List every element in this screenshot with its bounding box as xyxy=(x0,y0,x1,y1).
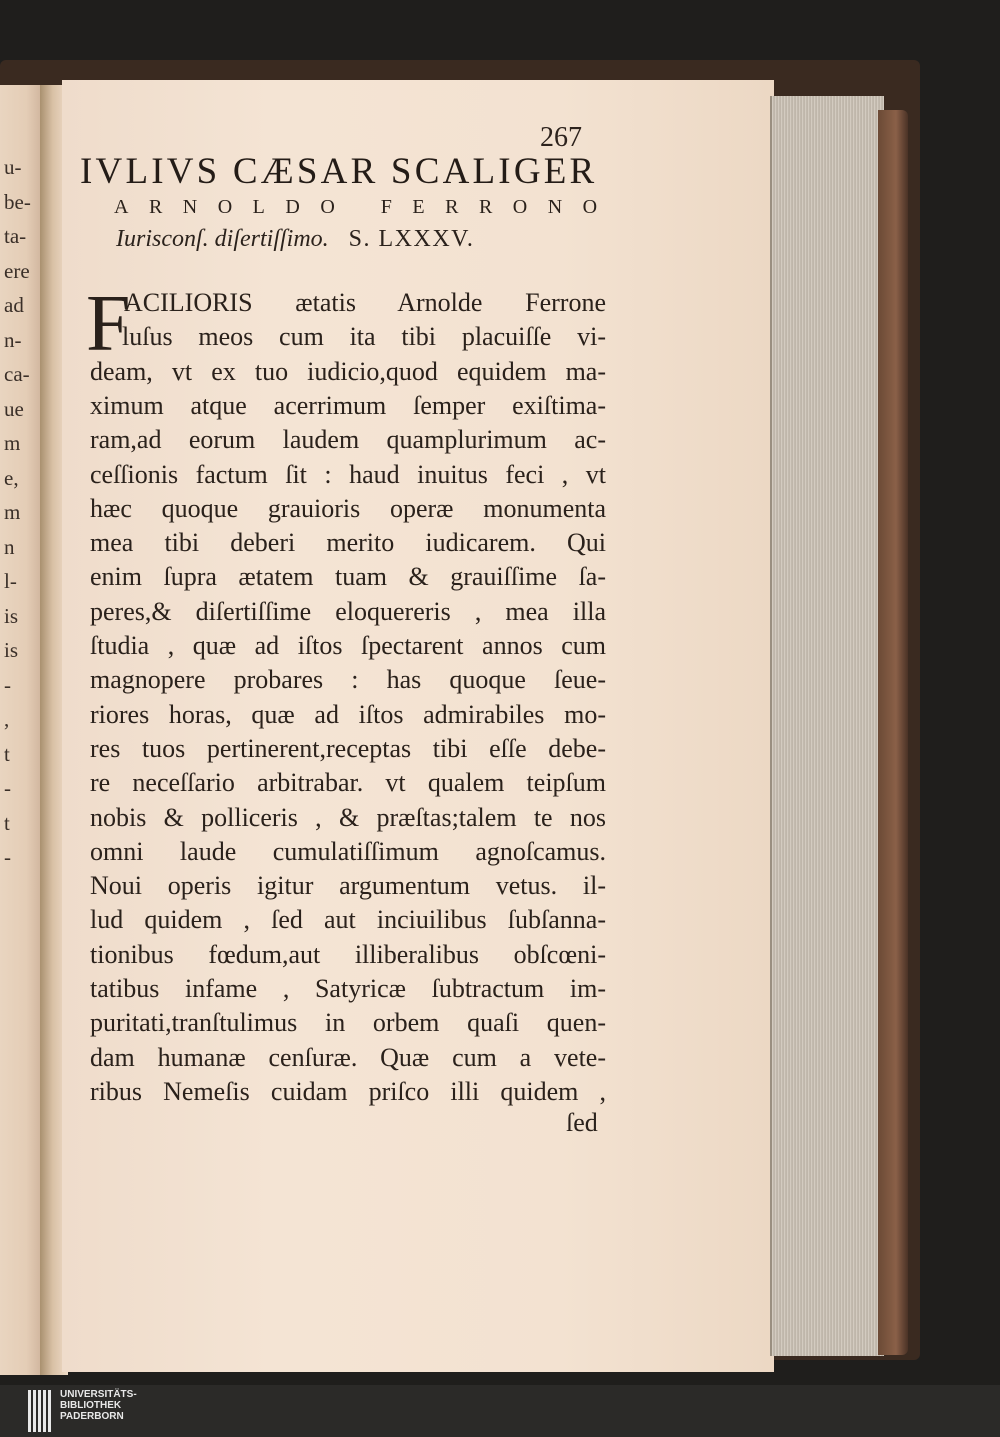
letter-recipient: ARNOLDO FERRONO xyxy=(114,196,618,218)
recipient-epithet: Iurisconſ. diſertiſſimo. xyxy=(116,226,329,252)
left-page-fragment: n- xyxy=(4,327,22,352)
catchword: ſed xyxy=(566,1108,598,1137)
left-page-fragment: is xyxy=(4,638,19,662)
left-page-fragment: m xyxy=(4,500,21,524)
logo-line: BIBLIOTHEK xyxy=(60,1400,122,1411)
left-page-fragment: ad xyxy=(4,293,24,317)
text-line: lud quidem , ſed aut inciuilibus ſubſanna- xyxy=(90,905,606,935)
left-page-fragment: m xyxy=(4,431,21,455)
left-page-fragment: ca- xyxy=(4,362,30,386)
page-fore-edge xyxy=(770,96,884,1356)
left-page-fragment: l- xyxy=(4,569,17,593)
letter-author: IVLIVS CÆSAR SCALIGER xyxy=(80,151,598,192)
text-line: peres,& diſertiſſime eloquereris , mea illa xyxy=(90,596,606,626)
left-page-fragment: , xyxy=(4,707,10,731)
text-line: ram,ad eorum laudem quamplurimum ac- xyxy=(90,425,606,455)
letter-epithet-line xyxy=(116,226,474,253)
left-page-fragment: e, xyxy=(4,465,19,490)
text-line: magnopere probares : has quoque ſeue- xyxy=(90,665,606,695)
text-line: ximum atque acerrimum ſemper exiſtima- xyxy=(90,390,606,420)
left-page xyxy=(0,85,44,1375)
text-line: ribus Nemeſis cuidam priſco illi quidem , xyxy=(90,1076,606,1106)
letter-number: S. LXXXV. xyxy=(348,226,475,252)
left-page-fragment: ta- xyxy=(4,224,27,248)
logo-line: UNIVERSITÄTS- xyxy=(60,1389,137,1400)
text-line: res tuos pertinerent,receptas tibi eſſe debe- xyxy=(90,733,606,763)
drop-cap: F xyxy=(86,280,131,368)
text-line: omni laude cumulatiſſimum agnoſcamus. xyxy=(90,836,606,866)
library-logo-icon xyxy=(28,1390,54,1432)
text-line: tatibus infame , Satyricæ ſubtractum im- xyxy=(90,974,606,1003)
text-line: tionibus fœdum,aut illiberalibus obſcœni- xyxy=(90,939,606,969)
footer-bar xyxy=(0,1385,1000,1437)
text-line: hæc quoque grauioris operæ monumenta xyxy=(90,493,606,523)
text-line: riores horas, quæ ad iſtos admirabiles mo- xyxy=(90,699,606,729)
library-logo-text xyxy=(60,1389,137,1422)
text-line: enim ſupra ætatem tuam & grauiſſime ſa- xyxy=(90,562,606,592)
left-page-fragment: ue xyxy=(4,396,24,421)
text-line: Noui operis igitur argumentum vetus. il- xyxy=(90,871,606,901)
logo-line: PADERBORN xyxy=(60,1411,124,1422)
left-page-fragment: n xyxy=(4,534,15,559)
left-page-fragment: - xyxy=(4,672,11,697)
left-page-fragment: u- xyxy=(4,155,22,179)
text-line: re neceſſario arbitrabar. vt qualem teipſum xyxy=(90,768,606,798)
left-page-fragment: t xyxy=(4,741,10,766)
left-page-fragment: - xyxy=(4,845,11,869)
text-line: nobis & polliceris , & præſtas;talem te nos xyxy=(90,802,606,832)
book-cover-edge xyxy=(878,110,908,1355)
left-page-fragment: be- xyxy=(4,189,31,214)
left-page-fragment: ere xyxy=(4,258,30,283)
text-line: mea tibi deberi merito iudicarem. Qui xyxy=(90,528,606,558)
text-line: ACILIORIS ætatis Arnolde Ferrone xyxy=(124,288,606,317)
left-page-fragment: - xyxy=(4,776,11,800)
text-line: ſtudia , quæ ad iſtos ſpectarent annos cum xyxy=(90,631,606,660)
text-line: ceſſionis factum ſit : haud inuitus feci , vt xyxy=(90,459,606,489)
text-line: deam, vt ex tuo iudicio,quod equidem ma- xyxy=(90,356,606,386)
page-number: 267 xyxy=(540,122,582,153)
left-page-fragment: is xyxy=(4,603,19,628)
text-line: luſus meos cum ita tibi placuiſſe vi- xyxy=(122,322,606,352)
text-line: puritati,tranſtulimus in orbem quaſi quen- xyxy=(90,1008,606,1038)
left-page-fragment: t xyxy=(4,810,10,835)
text-line: dam humanæ cenſuræ. Quæ cum a vete- xyxy=(90,1042,606,1072)
